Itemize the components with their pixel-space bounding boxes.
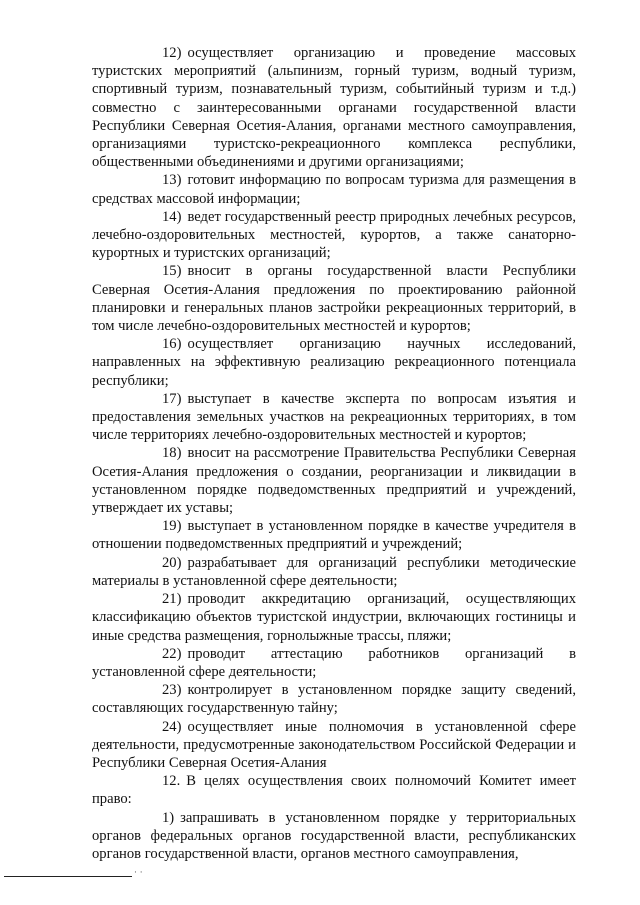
paragraph-21 [92,590,576,645]
item-text: осуществляет организацию научных исследований, направленных на эффективную реализацию рекреационного потенциала республики; [92,336,576,389]
paragraph-20 [92,554,576,590]
paragraph-17 [92,390,576,445]
item-number: 16) [162,336,182,353]
item-text: вносит в органы государственной власти Республики Северная Осетия-Алания предложения по проектированию районной планировки и генеральных планов застройки рекреационных территорий, в том числе лечебно-оздоровительных местностей и курортов; [92,263,576,335]
paragraph-1 [92,809,576,864]
item-text: осуществляет иные полномочия в установленной сфере деятельности, предусмотренные законодательством Российской Федерации и Республики Северная Осетия-Алания [92,718,576,771]
item-number: 15) [162,263,182,280]
item-number: 18) [162,445,182,462]
item-number: 19) [162,518,182,535]
item-number: 20) [162,554,182,571]
section-12 [92,772,576,808]
item-number: 12) [162,45,182,61]
paragraph-19 [92,517,576,553]
item-number: 21) [162,591,182,608]
item-number: 23) [162,682,182,699]
item-text: выступает в установленном порядке в качестве учредителя в отношении подведомственных предприятий и учреждений; [92,518,576,553]
footer-marks: · · [134,868,143,878]
item-text: осуществляет организацию и проведение массовых туристских мероприятий (альпинизм, горный туризм, водный туризм, спортивный туризм, познавательный туризм, событийный туризм и т.д.) совместно с заинтересованными органами государственной власти Республики Северная Осетия-Алания, органами местного самоуправления, организациями туристско-рекреационного комплекса республики, общественными объединениями и другими организациями; [92,45,576,171]
paragraph-24 [92,718,576,773]
item-text: готовит информацию по вопросам туризма для размещения в средствах массовой информации; [92,172,576,207]
paragraph-13 [92,171,576,207]
item-number: 17) [162,390,182,407]
item-text: контролирует в установленном порядке защиту сведений, составляющих государственную тайну; [92,682,576,717]
item-text: ведет государственный реестр природных лечебных ресурсов, лечебно-оздоровительных местностей, курортов, а также санаторно-курортных и туристских организаций; [92,208,576,262]
item-text: проводит аккредитацию организаций, осуществляющих классификацию объектов туристской индустрии, включающих гостиницы и иные средства размещения, горнолыжные трассы, пляжи; [92,591,576,644]
item-text: запрашивать в установленном порядке у территориальных органов федеральных органов государственной власти, республиканских органов государственной власти, органов местного самоуправления, [92,809,576,862]
paragraph-22 [92,645,576,681]
item-text: проводит аттестацию работников организаций в установленной сфере деятельности; [92,645,576,680]
document-body [92,44,576,863]
item-text: выступает в качестве эксперта по вопросам изъятия и предоставления земельных участков на рекреационных территориях, в том числе территориях лечебно-оздоровительных местностей и курортов; [92,390,576,444]
footer-rule [4,876,132,877]
paragraph-15 [92,262,576,335]
item-number: 1) [162,809,175,826]
section-text: В целях осуществления своих полномочий Комитет имеет право: [92,773,576,808]
item-number: 14) [162,208,182,225]
paragraph-18 [92,444,576,517]
item-number: 22) [162,645,182,662]
paragraph-16 [92,335,576,390]
section-number: 12. [162,773,181,790]
item-number: 24) [162,718,182,735]
item-number: 13) [162,172,182,189]
paragraph-14 [92,208,576,263]
item-text: разрабатывает для организаций республики методические материалы в установленной сфере деятельности; [92,554,576,589]
paragraph-23 [92,681,576,717]
paragraph-12 [92,44,576,171]
item-text: вносит на рассмотрение Правительства Республики Северная Осетия-Алания предложения о создании, реорганизации и ликвидации в установленном порядке подведомственных предприятий и учреждений, утверждает их уставы; [92,445,576,517]
